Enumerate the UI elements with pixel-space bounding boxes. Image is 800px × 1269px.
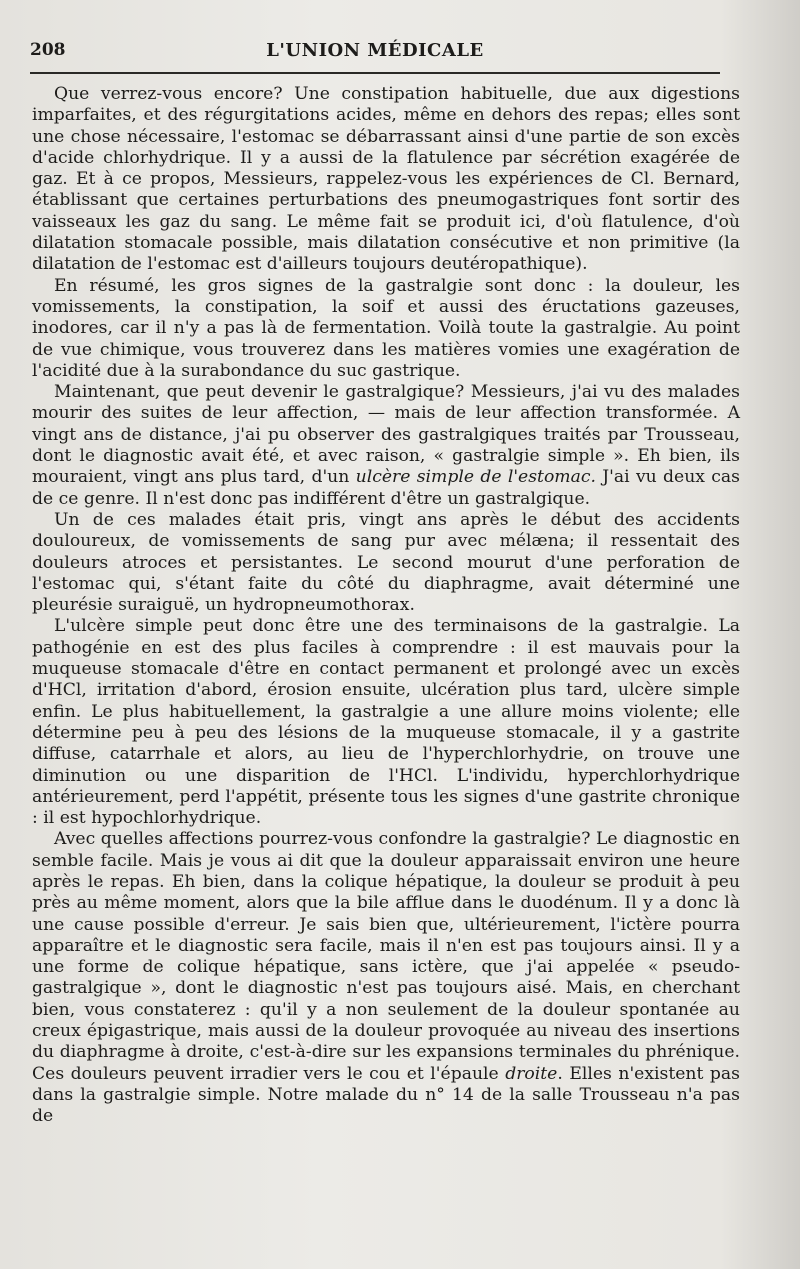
paragraph bbox=[32, 382, 740, 510]
running-title: L'UNION MÉDICALE bbox=[266, 40, 484, 61]
paragraph-text: En résumé, les gros signes de la gastralgie sont donc : la douleur, les vomissements, la constipation, la soif et aussi des éructations gazeuses, inodores, car il n'y a pas là de fermentation. Voilà toute la gastralgie. Au point de vue chimique, vous trouverez dans les matières vomies une exagération de l'acidité due à la surabondance du suc gastrique. bbox=[32, 275, 740, 381]
paragraph-text: Que verrez-vous encore? Une constipation habituelle, due aux digestions imparfaites, et des régurgitations acides, même en dehors des repas; elles sont une chose nécessaire, l'estomac se débarrassant ainsi d'une partie de son excès d'acide chlorhydrique. Il y a aussi de la flatulence par sécrétion exagérée de gaz. Et à ce propos, Messieurs, rappelez-vous les expériences de Cl. Bernard, établissant que certaines perturbations des pneumogastriques font sortir des vaisseaux les gaz du sang. Le même fait se produit ici, d'où flatulence, d'où dilatation stomacale possible, mais dilatation consécutive et non primitive (la dilatation de l'estomac est d'ailleurs toujours deutéropathique). bbox=[32, 84, 740, 275]
paragraph bbox=[32, 829, 740, 1127]
header-rule bbox=[30, 72, 720, 74]
paragraph-text: Un de ces malades était pris, vingt ans après le début des accidents douloureux, de vomissements de sang pur avec mélæna; il ressentait des douleurs atroces et persistantes. Le second mourut d'une perforation de l'estomac qui, s'étant faite du côté du diaphragme, avait déterminé une pleurésie suraiguë, un hydropneumothorax. bbox=[32, 509, 740, 616]
italic-term: droite bbox=[505, 1063, 558, 1084]
paragraph bbox=[32, 510, 740, 616]
paragraph-text: L'ulcère simple peut donc être une des terminaisons de la gastralgie. La pathogénie en est des plus faciles à comprendre : il est mauvais pour la muqueuse stomacale d'être en contact permanent et prolongé avec un excès d'HCl, irritation d'abord, érosion ensuite, ulcération plus tard, ulcère simple enfin. Le plus habituellement, la gastralgie a une allure moins violente; elle détermine peu à peu des lésions de la muqueuse stomacale, il y a gastrite diffuse, catarrhale et alors, au lieu de l'hyperchlorhydrie, on trouve une diminution ou une disparition de l'HCl. L'individu, hyperchlorhydrique antérieurement, perd l'appétit, présente tous les signes d'une gastrite chronique : il est hypochlorhydrique. bbox=[32, 616, 740, 829]
italic-term: ulcère simple de l'estomac. bbox=[355, 467, 596, 488]
page-number: 208 bbox=[30, 40, 66, 60]
paragraph-text: . Elles n'existent pas dans la gastralgie simple. Notre malade du n° 14 de la salle Trousseau n'a pas de bbox=[32, 1063, 740, 1127]
paragraph-text: Avec quelles affections pourrez-vous confondre la gastralgie? Le diagnostic en semble facile. Mais je vous ai dit que la douleur apparaissait environ une heure après le repas. Eh bien, dans la colique hépatique, la douleur se produit à peu près au même moment, alors que la bile afflue dans le duodénum. Il y a donc là une cause possible d'erreur. Je sais bien que, ultérieurement, l'ictère pourra apparaître et le diagnostic sera facile, mais il n'en est pas toujours ainsi. Il y a une forme de colique hépatique, sans ictère, que j'ai appelée « pseudo-gastralgique », dont le diagnostic n'est pas toujours aisé. Mais, en cherchant bien, vous constaterez : qu'il y a non seulement de la douleur spontanée au creux épigastrique, mais aussi de la douleur provoquée au niveau des insertions du diaphragme à droite, c'est-à-dire sur les expansions terminales du phrénique. Ces douleurs peuvent irradier vers le cou et l'épaule bbox=[32, 829, 740, 1084]
paragraph bbox=[32, 276, 740, 382]
paragraph-text: J'ai vu deux cas de ce genre. Il n'est donc pas indifférent d'être un gastralgique. bbox=[32, 467, 740, 509]
article-body bbox=[32, 84, 740, 1128]
paragraph-text: Maintenant, que peut devenir le gastralgique? Messieurs, j'ai vu des malades mourir des suites de leur affection, — mais de leur affection transformée. A vingt ans de distance, j'ai pu observer des gastralgiques traités par Trousseau, dont le diagnostic avait été, et avec raison, « gastralgie simple ». Eh bien, ils mouraient, vingt ans plus tard, d'un bbox=[32, 382, 740, 488]
paragraph bbox=[32, 84, 740, 276]
paragraph bbox=[32, 616, 740, 829]
page-header bbox=[30, 40, 720, 70]
